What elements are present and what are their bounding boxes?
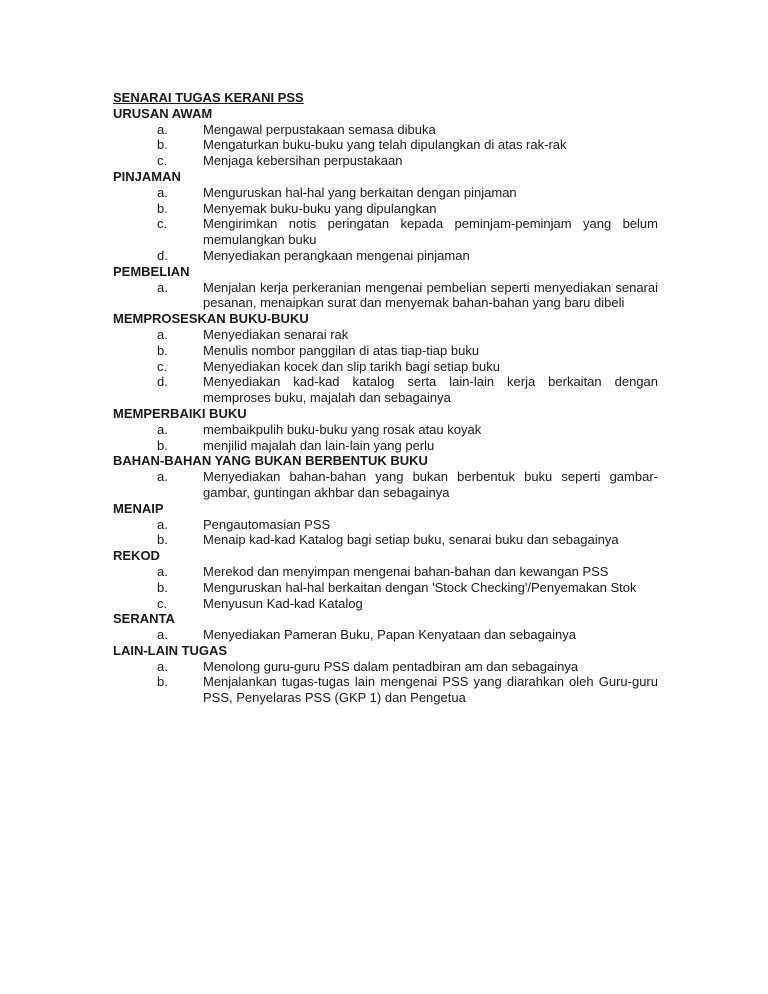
item-letter: a. xyxy=(157,279,168,295)
item-letter: b. xyxy=(157,137,168,153)
section-heading: MEMPROSESKAN BUKU-BUKU xyxy=(113,311,309,327)
item-text: Menjalan kerja perkeranian mengenai pembelian seperti menyediakan senarai pesanan, menaipkan surat dan menyemak bahan-bahan yang baru dibeli xyxy=(203,279,658,311)
item-letter: b. xyxy=(157,437,168,453)
list-item xyxy=(113,216,658,248)
item-text: Menjaga kebersihan perpustakaan xyxy=(203,153,403,169)
item-text: Mengirimkan notis peringatan kepada peminjam-peminjam yang belum memulangkan buku xyxy=(203,216,658,248)
section xyxy=(113,264,658,311)
item-text: Merekod dan menyimpan mengenai bahan-bahan dan kewangan PSS xyxy=(203,563,609,579)
item-text: Menjalankan tugas-tugas lain mengenai PSS yang diarahkan oleh Guru-guru PSS, Penyelaras PSS (GKP 1) dan Pengetua xyxy=(203,674,658,706)
list-item xyxy=(113,201,658,217)
item-text: membaikpulih buku-buku yang rosak atau koyak xyxy=(203,421,482,437)
section-heading: PINJAMAN xyxy=(113,168,181,184)
section xyxy=(113,643,658,706)
item-text: Menyediakan Pameran Buku, Papan Kenyataan dan sebagainya xyxy=(203,627,576,643)
item-text: Pengautomasian PSS xyxy=(203,516,331,532)
list-item xyxy=(113,674,658,706)
item-text: menjilid majalah dan lain-lain yang perlu xyxy=(203,437,435,453)
item-letter: a. xyxy=(157,121,168,137)
section xyxy=(113,548,658,611)
item-letter: c. xyxy=(157,216,168,232)
item-text: Menyediakan kocek dan slip tarikh bagi setiap buku xyxy=(203,358,501,374)
list-item xyxy=(113,580,658,596)
list-item xyxy=(113,438,658,454)
list-item xyxy=(113,280,658,312)
item-text: Menulis nombor panggilan di atas tiap-tiap buku xyxy=(203,342,480,358)
section-heading: SERANTA xyxy=(113,611,175,627)
item-letter: c. xyxy=(157,153,168,169)
section xyxy=(113,106,658,169)
item-text: Menolong guru-guru PSS dalam pentadbiran am dan sebagainya xyxy=(203,658,579,674)
item-letter: b. xyxy=(157,532,168,548)
list-item xyxy=(113,343,658,359)
section xyxy=(113,406,658,453)
list-item xyxy=(113,374,658,406)
item-letter: b. xyxy=(157,342,168,358)
list-item xyxy=(113,659,658,675)
list-item xyxy=(113,137,658,153)
item-letter: b. xyxy=(157,200,168,216)
item-letter: c. xyxy=(157,358,168,374)
list-item xyxy=(113,185,658,201)
item-letter: a. xyxy=(157,563,168,579)
item-text: Menyediakan kad-kad katalog serta lain-lain kerja berkaitan dengan memproses buku, majalah dan sebagainya xyxy=(203,374,658,406)
section-heading: LAIN-LAIN TUGAS xyxy=(113,642,228,658)
list-item xyxy=(113,248,658,264)
document-title: SENARAI TUGAS KERANI PSS xyxy=(113,90,304,105)
item-letter: a. xyxy=(157,326,168,342)
item-letter: a. xyxy=(157,658,168,674)
item-text: Menyediakan senarai rak xyxy=(203,326,349,342)
section xyxy=(113,169,658,264)
list-item xyxy=(113,359,658,375)
section-heading: MEMPERBAIKI BUKU xyxy=(113,405,247,421)
item-letter: d. xyxy=(157,247,168,263)
list-item xyxy=(113,469,658,501)
list-item xyxy=(113,153,658,169)
list-item xyxy=(113,596,658,612)
item-letter: a. xyxy=(157,184,168,200)
section-heading: PEMBELIAN xyxy=(113,263,190,279)
item-letter: c. xyxy=(157,595,168,611)
section-heading: MENAIP xyxy=(113,500,164,516)
item-text: Menaip kad-kad Katalog bagi setiap buku, senarai buku dan sebagainya xyxy=(203,532,619,548)
list-item xyxy=(113,564,658,580)
item-text: Menyusun Kad-kad Katalog xyxy=(203,595,363,611)
item-text: Menyemak buku-buku yang dipulangkan xyxy=(203,200,437,216)
item-letter: a. xyxy=(157,627,168,643)
item-text: Mengawal perpustakaan semasa dibuka xyxy=(203,121,436,137)
item-text: Menyediakan perangkaan mengenai pinjaman xyxy=(203,247,470,263)
section xyxy=(113,611,658,643)
list-item xyxy=(113,122,658,138)
item-text: Mengaturkan buku-buku yang telah dipulangkan di atas rak-rak xyxy=(203,137,567,153)
item-letter: a. xyxy=(157,516,168,532)
section-heading: URUSAN AWAM xyxy=(113,105,213,121)
item-text: Menyediakan bahan-bahan yang bukan berbentuk buku seperti gambar-gambar, guntingan akhbar dan sebagainya xyxy=(203,469,658,500)
list-item xyxy=(113,327,658,343)
section-heading: BAHAN-BAHAN YANG BUKAN BERBENTUK BUKU xyxy=(113,453,428,469)
item-letter: b. xyxy=(157,579,168,595)
section-heading: REKOD xyxy=(113,548,160,564)
document-body xyxy=(113,90,658,706)
item-letter: b. xyxy=(157,674,168,690)
item-letter: d. xyxy=(157,374,168,390)
item-text: Menguruskan hal-hal yang berkaitan dengan pinjaman xyxy=(203,184,517,200)
section xyxy=(113,453,658,500)
list-item xyxy=(113,517,658,533)
section-list xyxy=(113,106,658,706)
item-letter: a. xyxy=(157,469,168,485)
item-letter: a. xyxy=(157,421,168,437)
section xyxy=(113,501,658,548)
section xyxy=(113,311,658,406)
list-item xyxy=(113,532,658,548)
list-item xyxy=(113,422,658,438)
item-text: Menguruskan hal-hal berkaitan dengan 'Stock Checking'/Penyemakan Stok xyxy=(203,579,637,595)
list-item xyxy=(113,627,658,643)
